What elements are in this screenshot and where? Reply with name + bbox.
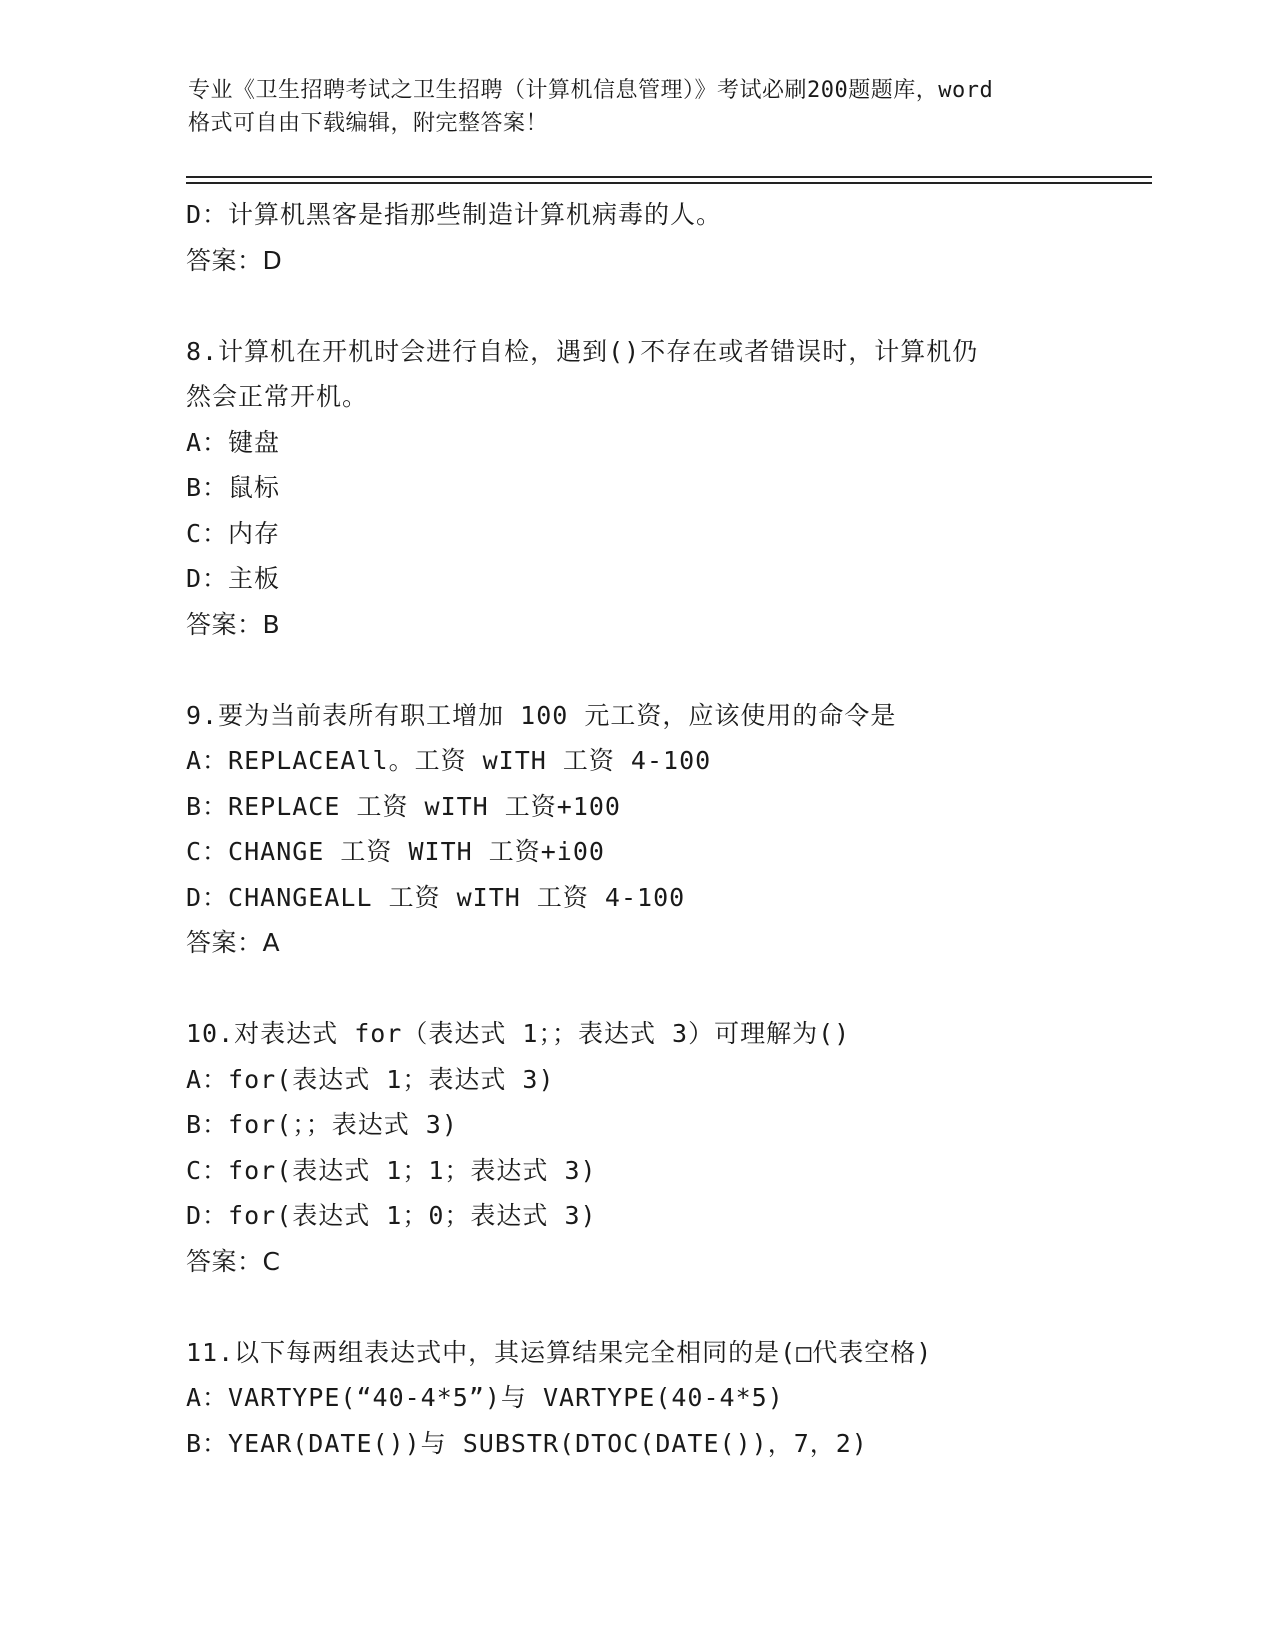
q7-answer: 答案：D: [186, 245, 283, 275]
q10-option-a: A：for(表达式 1；表达式 3): [186, 1064, 555, 1094]
spacer: [186, 1284, 1086, 1330]
q8-stem-line-2: 然会正常开机。: [186, 382, 369, 411]
q9-option-a: A：REPLACEAll。工资 wITH 工资 4-100: [186, 746, 712, 775]
q10-stem: 10.对表达式 for（表达式 1；；表达式 3）可理解为(): [186, 1019, 851, 1048]
q10-option-b: B：for(；；表达式 3): [186, 1110, 458, 1139]
question-list: [186, 192, 1086, 1466]
header-divider-bottom: [186, 182, 1152, 184]
spacer: [186, 966, 1086, 1012]
q8-option-c: C：内存: [186, 518, 281, 548]
q9-stem: 9.要为当前表所有职工增加 100 元工资，应该使用的命令是: [186, 700, 897, 730]
q11-option-b: B：YEAR(DATE())与 SUBSTR(DTOC(DATE())，7，2): [186, 1428, 868, 1458]
question-9: [186, 693, 1086, 966]
q11-stem: 11.以下每两组表达式中，其运算结果完全相同的是(□代表空格): [186, 1337, 933, 1367]
q9-answer: 答案：A: [186, 928, 281, 957]
spacer: [186, 283, 1086, 329]
q10-option-d: D：for(表达式 1；0；表达式 3): [186, 1201, 597, 1230]
q9-option-c: C：CHANGE 工资 WITH 工资+i00: [186, 837, 605, 866]
q8-option-d: D：主板: [186, 564, 281, 593]
q8-option-a: A：键盘: [186, 427, 281, 457]
header-title-line-2: 格式可自由下载编辑，附完整答案！: [188, 111, 549, 136]
question-8: [186, 329, 1086, 648]
q11-option-a: A：VARTYPE(“40-4*5”)与 VARTYPE(40-4*5): [186, 1383, 784, 1412]
q9-option-b: B：REPLACE 工资 wITH 工资+100: [186, 791, 621, 821]
question-7-tail: [186, 192, 1086, 283]
header-divider-top: [186, 176, 1152, 178]
q8-option-b: B：鼠标: [186, 473, 281, 502]
spacer: [186, 647, 1086, 693]
q8-answer: 答案：B: [186, 609, 281, 639]
q9-option-d: D：CHANGEALL 工资 wITH 工资 4-100: [186, 882, 686, 912]
header-title-line-1: 专业《卫生招聘考试之卫生招聘（计算机信息管理）》考试必刷200题题库，word: [188, 78, 994, 103]
q8-stem-line-1: 8.计算机在开机时会进行自检，遇到()不存在或者错误时，计算机仍: [186, 336, 979, 366]
document-header: [188, 74, 1088, 140]
q7-option-d: D：计算机黑客是指那些制造计算机病毒的人。: [186, 200, 723, 229]
question-11: [186, 1330, 1086, 1467]
question-10: [186, 1011, 1086, 1284]
q10-option-c: C：for(表达式 1；1；表达式 3): [186, 1155, 597, 1185]
q10-answer: 答案：C: [186, 1246, 281, 1276]
